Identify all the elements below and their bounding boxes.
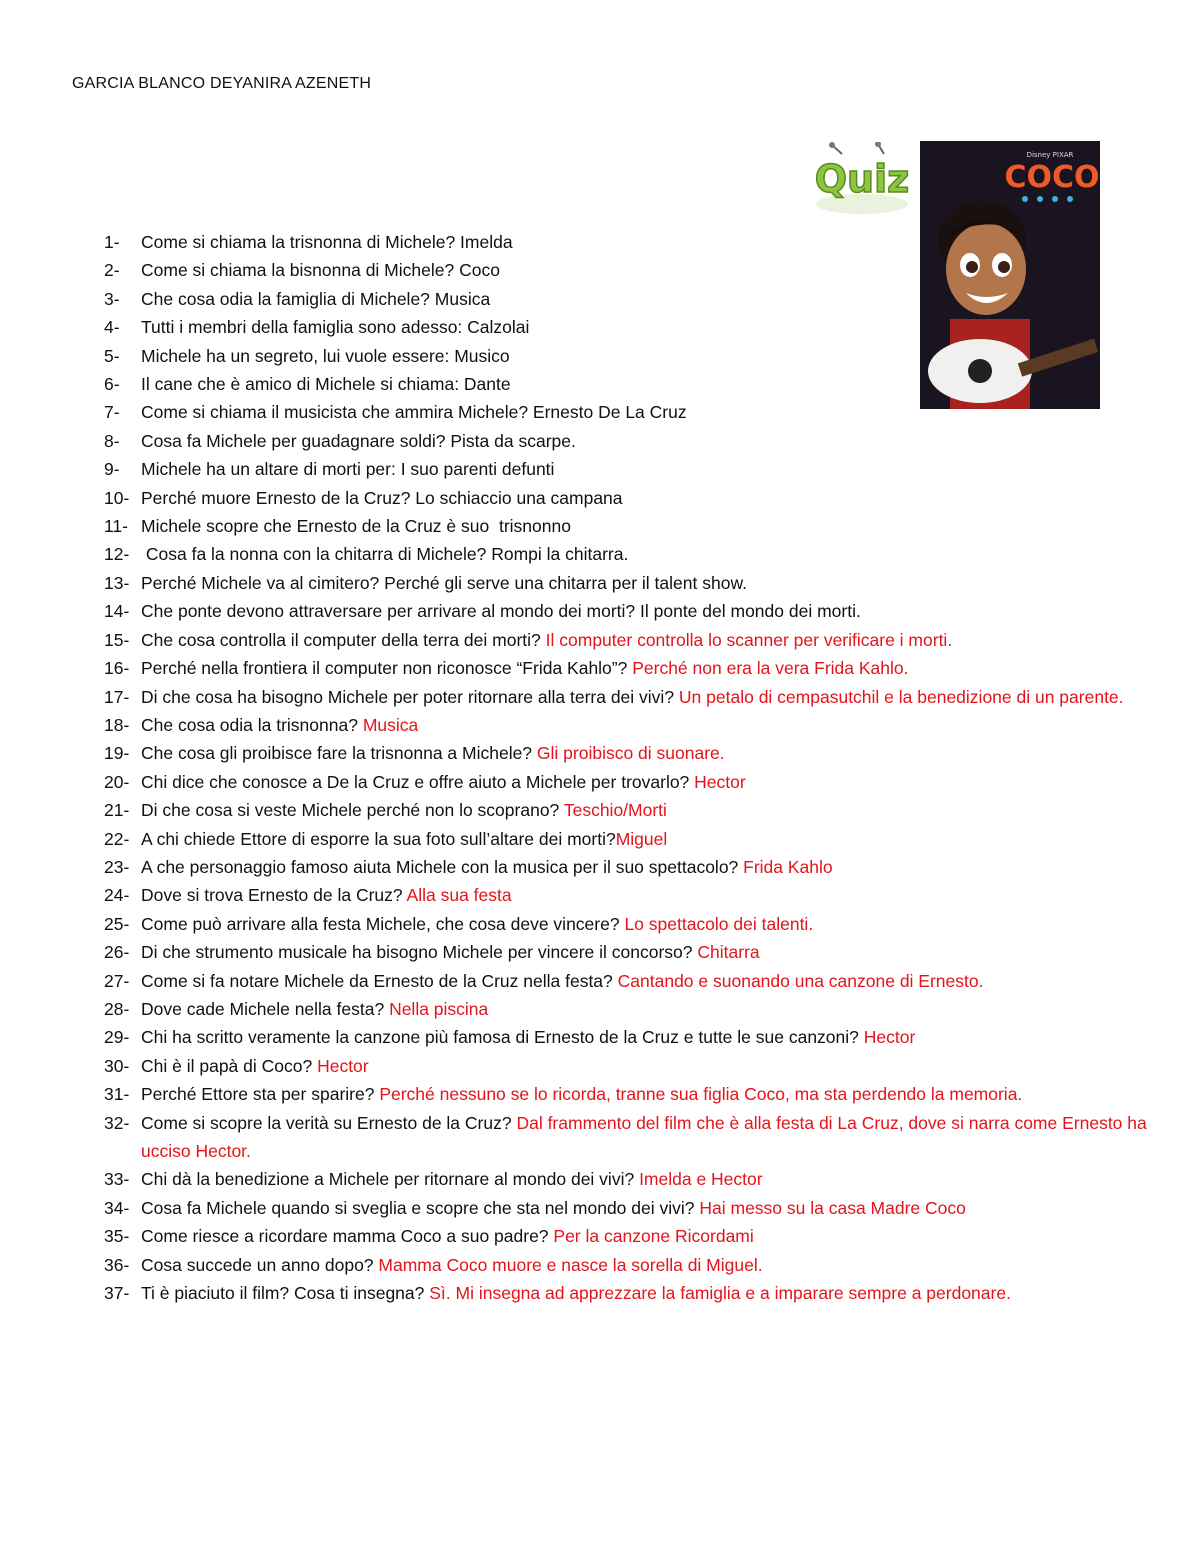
question-item xyxy=(104,825,1154,853)
question-body xyxy=(141,654,1154,682)
question-number: 24- xyxy=(104,885,130,906)
question-number: 34- xyxy=(104,1197,130,1218)
question-body xyxy=(141,285,1154,313)
question-number: 14- xyxy=(104,601,130,622)
question-number: 32- xyxy=(104,1112,130,1133)
answer-text: Cantando e suonando una canzone di Ernesto. xyxy=(617,970,984,991)
answer-text: Frida Kahlo xyxy=(743,856,833,877)
question-body xyxy=(141,1251,1154,1279)
question-body xyxy=(141,1279,1154,1307)
question-body xyxy=(141,881,1154,909)
question-item xyxy=(104,626,1154,654)
question-body xyxy=(141,455,1154,483)
answer-text: Dal frammento del film che è alla festa di La Cruz, dove si narra come Ernesto ha ucciso Hector. xyxy=(141,1112,1147,1161)
question-item xyxy=(104,768,1154,796)
question-item xyxy=(104,1165,1154,1193)
question-body xyxy=(141,1080,1154,1108)
question-body xyxy=(141,938,1154,966)
question-text: Ti è piaciuto il film? Cosa ti insegna? xyxy=(141,1283,430,1304)
answer-text: Chitarra xyxy=(697,942,760,963)
question-item xyxy=(104,683,1154,711)
question-item xyxy=(104,967,1154,995)
question-text: Che cosa odia la trisnonna? xyxy=(141,714,363,735)
question-body xyxy=(141,739,1154,767)
question-item xyxy=(104,285,1154,313)
question-body xyxy=(141,597,1154,625)
question-item xyxy=(104,427,1154,455)
question-text: Che cosa odia la famiglia di Michele? Musica xyxy=(141,288,491,309)
question-number: 35- xyxy=(104,1226,130,1247)
question-number: 26- xyxy=(104,942,130,963)
question-item xyxy=(104,938,1154,966)
question-list xyxy=(104,228,1154,1307)
question-number: 9- xyxy=(104,459,120,480)
question-text: Cosa fa la nonna con la chitarra di Michele? Rompi la chitarra. xyxy=(141,544,629,565)
answer-text: Alla sua festa xyxy=(406,885,512,906)
question-item xyxy=(104,455,1154,483)
question-item xyxy=(104,1109,1154,1166)
question-number: 3- xyxy=(104,288,120,309)
question-text: A chi chiede Ettore di esporre la sua foto sull’altare dei morti? xyxy=(141,828,616,849)
question-body xyxy=(141,995,1154,1023)
question-text: Come si fa notare Michele da Ernesto de la Cruz nella festa? xyxy=(141,970,618,991)
question-body xyxy=(141,484,1154,512)
question-item xyxy=(104,1080,1154,1108)
question-number: 23- xyxy=(104,856,130,877)
question-item xyxy=(104,228,1154,256)
question-body xyxy=(141,228,1154,256)
question-number: 33- xyxy=(104,1169,130,1190)
question-text: Perché muore Ernesto de la Cruz? Lo schiaccio una campana xyxy=(141,487,623,508)
question-number: 18- xyxy=(104,714,130,735)
question-text: Come si scopre la verità su Ernesto de la Cruz? xyxy=(141,1112,517,1133)
question-body xyxy=(141,626,1154,654)
question-body xyxy=(141,683,1154,711)
question-body xyxy=(141,711,1154,739)
question-text: Dove cade Michele nella festa? xyxy=(141,998,390,1019)
question-number: 13- xyxy=(104,572,130,593)
answer-text: Lo spettacolo dei talenti. xyxy=(624,913,814,934)
question-body xyxy=(141,1052,1154,1080)
question-item xyxy=(104,398,1154,426)
question-text: Il cane che è amico di Michele si chiama: Dante xyxy=(141,374,511,395)
answer-text: Miguel xyxy=(615,828,668,849)
question-text: Chi ha scritto veramente la canzone più famosa di Ernesto de la Cruz e tutte le sue canzoni? xyxy=(141,1027,864,1048)
question-body xyxy=(141,370,1154,398)
question-text: Di che cosa ha bisogno Michele per poter ritornare alla terra dei vivi? xyxy=(141,686,679,707)
question-body xyxy=(141,512,1154,540)
question-number: 2- xyxy=(104,260,120,281)
question-text: Perché nella frontiera il computer non riconosce “Frida Kahlo”? xyxy=(141,658,633,679)
question-item xyxy=(104,711,1154,739)
question-body xyxy=(141,342,1154,370)
question-body xyxy=(141,1222,1154,1250)
answer-text: Hector xyxy=(863,1027,916,1048)
answer-text: Sì. Mi insegna ad apprezzare la famiglia e a imparare sempre a perdonare. xyxy=(429,1283,1011,1304)
question-number: 22- xyxy=(104,828,130,849)
question-item xyxy=(104,995,1154,1023)
answer-text: Il computer controlla lo scanner per verificare i morti. xyxy=(545,629,953,650)
question-number: 21- xyxy=(104,800,130,821)
question-text: Di che cosa si veste Michele perché non lo scoprano? xyxy=(141,800,564,821)
poster-title: COCO xyxy=(1004,160,1100,195)
question-item xyxy=(104,654,1154,682)
question-number: 36- xyxy=(104,1254,130,1275)
answer-text: Hector xyxy=(317,1055,369,1076)
question-body xyxy=(141,796,1154,824)
question-number: 37- xyxy=(104,1283,130,1304)
question-text: Cosa fa Michele quando si sveglia e scopre che sta nel mondo dei vivi? xyxy=(141,1197,700,1218)
question-text: Perché Michele va al cimitero? Perché gli serve una chitarra per il talent show. xyxy=(141,572,747,593)
answer-text: Un petalo di cempasutchil e la benedizione di un parente. xyxy=(678,686,1124,707)
answer-text: Musica xyxy=(362,714,419,735)
question-text: Chi è il papà di Coco? xyxy=(141,1055,318,1076)
question-text: Michele scopre che Ernesto de la Cruz è suo trisnonno xyxy=(141,516,571,537)
question-item xyxy=(104,370,1154,398)
poster-studio: Disney PIXAR xyxy=(1026,151,1074,159)
question-item xyxy=(104,1251,1154,1279)
answer-text: Hai messo su la casa Madre Coco xyxy=(699,1197,966,1218)
question-body xyxy=(141,910,1154,938)
question-number: 10- xyxy=(104,487,130,508)
question-item xyxy=(104,1194,1154,1222)
question-number: 20- xyxy=(104,771,130,792)
question-item xyxy=(104,853,1154,881)
answer-text: Teschio/Morti xyxy=(563,800,667,821)
question-item xyxy=(104,1222,1154,1250)
question-number: 4- xyxy=(104,317,120,338)
question-body xyxy=(141,1165,1154,1193)
question-text: Come si chiama il musicista che ammira Michele? Ernesto De La Cruz xyxy=(141,402,687,423)
question-body xyxy=(141,427,1154,455)
question-item xyxy=(104,540,1154,568)
question-text: Che cosa gli proibisce fare la trisnonna a Michele? xyxy=(141,743,537,764)
question-text: Come si chiama la trisnonna di Michele? Imelda xyxy=(141,232,513,252)
question-text: Come riesce a ricordare mamma Coco a suo padre? xyxy=(141,1226,554,1247)
answer-text: Perché non era la vera Frida Kahlo. xyxy=(632,658,909,679)
question-number: 17- xyxy=(104,686,130,707)
answer-text: Gli proibisco di suonare. xyxy=(536,743,725,764)
question-text: Cosa fa Michele per guadagnare soldi? Pista da scarpe. xyxy=(141,430,576,451)
answer-text: Hector xyxy=(694,771,746,792)
question-body xyxy=(141,1023,1154,1051)
question-number: 15- xyxy=(104,629,130,650)
question-item xyxy=(104,256,1154,284)
answer-text: Mamma Coco muore e nasce la sorella di Miguel. xyxy=(378,1254,763,1275)
question-body xyxy=(141,540,1154,568)
question-item xyxy=(104,739,1154,767)
question-number: 30- xyxy=(104,1055,130,1076)
question-item xyxy=(104,512,1154,540)
question-item xyxy=(104,796,1154,824)
author-name: GARCIA BLANCO DEYANIRA AZENETH xyxy=(72,75,372,92)
question-item xyxy=(104,569,1154,597)
question-item xyxy=(104,342,1154,370)
question-text: Chi dà la benedizione a Michele per ritornare al mondo dei vivi? xyxy=(141,1169,640,1190)
question-number: 19- xyxy=(104,743,130,764)
question-number: 5- xyxy=(104,345,120,366)
question-body xyxy=(141,313,1154,341)
question-text: A che personaggio famoso aiuta Michele con la musica per il suo spettacolo? xyxy=(141,856,744,877)
question-body xyxy=(141,853,1154,881)
question-text: Perché Ettore sta per sparire? xyxy=(141,1084,380,1105)
question-item xyxy=(104,597,1154,625)
question-number: 7- xyxy=(104,402,120,423)
answer-text: Per la canzone Ricordami xyxy=(553,1226,754,1247)
quiz-logo-text: Quiz xyxy=(814,157,910,201)
quiz-logo-icon xyxy=(810,142,915,222)
question-number: 1- xyxy=(104,232,120,252)
question-number: 27- xyxy=(104,970,130,991)
question-item xyxy=(104,1052,1154,1080)
question-text: Che cosa controlla il computer della terra dei morti? xyxy=(141,629,546,650)
question-text: Chi dice che conosce a De la Cruz e offre aiuto a Michele per trovarlo? xyxy=(141,771,695,792)
question-item xyxy=(104,881,1154,909)
question-body xyxy=(141,256,1154,284)
question-body xyxy=(141,768,1154,796)
question-text: Come si chiama la bisnonna di Michele? Coco xyxy=(141,260,500,281)
question-text: Cosa succede un anno dopo? xyxy=(141,1254,379,1275)
question-item xyxy=(104,1023,1154,1051)
question-number: 11- xyxy=(104,516,128,537)
question-number: 8- xyxy=(104,430,120,451)
question-number: 12- xyxy=(104,544,130,565)
question-body xyxy=(141,1109,1154,1166)
question-text: Come può arrivare alla festa Michele, che cosa deve vincere? xyxy=(141,913,625,934)
question-item xyxy=(104,910,1154,938)
answer-text: Nella piscina xyxy=(389,998,489,1019)
question-item xyxy=(104,484,1154,512)
question-text: Dove si trova Ernesto de la Cruz? xyxy=(141,885,407,906)
question-text: Michele ha un segreto, lui vuole essere: Musico xyxy=(141,345,510,366)
answer-text: Imelda e Hector xyxy=(639,1169,763,1190)
question-number: 25- xyxy=(104,913,130,934)
question-text: Michele ha un altare di morti per: I suo parenti defunti xyxy=(141,459,555,480)
question-body xyxy=(141,825,1154,853)
question-number: 29- xyxy=(104,1027,130,1048)
question-number: 6- xyxy=(104,374,120,395)
question-number: 28- xyxy=(104,998,130,1019)
question-text: Che ponte devono attraversare per arrivare al mondo dei morti? Il ponte del mondo dei morti. xyxy=(141,601,861,622)
question-body xyxy=(141,967,1154,995)
answer-text: Perché nessuno se lo ricorda, tranne sua figlia Coco, ma sta perdendo la memoria. xyxy=(379,1084,1023,1105)
question-body xyxy=(141,569,1154,597)
question-body xyxy=(141,398,1154,426)
question-number: 31- xyxy=(104,1084,130,1105)
question-item xyxy=(104,313,1154,341)
question-text: Di che strumento musicale ha bisogno Michele per vincere il concorso? xyxy=(141,942,698,963)
question-text: Tutti i membri della famiglia sono adesso: Calzolai xyxy=(141,317,530,338)
question-number: 16- xyxy=(104,658,130,679)
question-body xyxy=(141,1194,1154,1222)
question-item xyxy=(104,1279,1154,1307)
